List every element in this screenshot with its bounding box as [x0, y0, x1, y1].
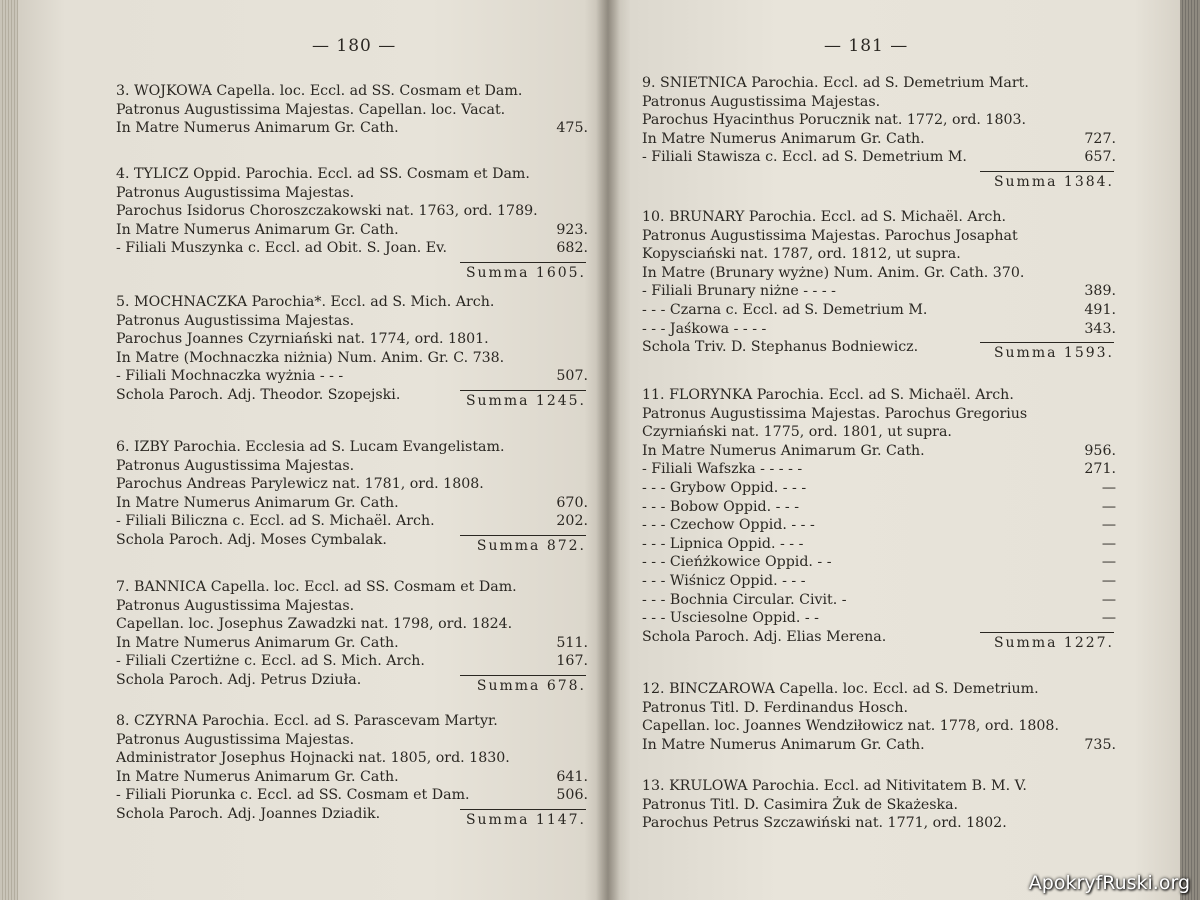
entry-count: 475. — [556, 120, 588, 137]
entry-text: 11. FLORYNKA Parochia. Eccl. ad S. Michaël. Arch. — [642, 387, 1014, 403]
entry-count: 167. — [556, 653, 588, 670]
entry-line — [642, 227, 1116, 246]
summa-total — [460, 392, 586, 409]
entry-line — [116, 330, 588, 349]
entry-text: In Matre Numerus Animarum Gr. Cath. — [642, 736, 925, 753]
summa-total — [980, 634, 1114, 651]
entry-line — [642, 442, 1116, 461]
entry-line — [116, 293, 588, 312]
entry-count: 682. — [556, 240, 588, 257]
entry-text: - - - Czechow Oppid. - - - — [642, 517, 815, 534]
entry-line — [642, 814, 1116, 833]
entry-line — [642, 572, 1116, 591]
entry-text: In Matre Numerus Animarum Gr. Cath. — [642, 442, 925, 459]
summa-rule — [980, 171, 1114, 172]
entry-line — [116, 438, 588, 457]
entry-line — [642, 699, 1116, 718]
book-gutter — [596, 0, 620, 900]
entry-line — [642, 777, 1116, 796]
entry-line — [116, 101, 588, 120]
entry-line — [642, 535, 1116, 554]
entry-line — [642, 301, 1116, 320]
entry-text: Parochus Andreas Parylewicz nat. 1781, ord. 1808. — [116, 476, 484, 493]
page-number-left: — 180 — — [312, 36, 397, 56]
parish-entry — [642, 777, 1116, 833]
entry-text: Patronus Augustissima Majestas. Capellan. loc. Vacat. — [116, 101, 506, 118]
entry-count: — — [1101, 535, 1116, 552]
entry-text: - - - Bochnia Circular. Civit. - — [642, 591, 847, 608]
entry-line — [116, 119, 588, 138]
entry-line — [642, 405, 1116, 424]
entry-line — [116, 184, 588, 203]
entry-line — [116, 312, 588, 331]
entry-text: - Filiali Czertiżne c. Eccl. ad S. Mich. Arch. — [116, 653, 425, 670]
entry-text: Patronus Augustissima Majestas. — [116, 457, 355, 474]
entry-line — [642, 208, 1116, 227]
entry-text: - Filiali Brunary niżne - - - - — [642, 283, 836, 300]
entry-line — [642, 320, 1116, 339]
entry-text: 3. WOJKOWA Capella. loc. Eccl. ad SS. Cosmam et Dam. — [116, 83, 523, 99]
summa-rule — [980, 632, 1114, 633]
summa-total — [980, 173, 1114, 190]
entry-text: 12. BINCZAROWA Capella. loc. Eccl. ad S. Demetrium. — [642, 681, 1039, 697]
entry-line — [116, 165, 588, 184]
parish-entry — [642, 680, 1116, 754]
summa-rule — [460, 262, 586, 263]
entry-text: 13. KRULOWA Parochia. Eccl. ad Nitivitatem B. M. V. — [642, 778, 1027, 794]
entry-line — [116, 494, 588, 513]
entry-text: In Matre Numerus Animarum Gr. Cath. — [116, 120, 399, 137]
entry-line — [642, 93, 1116, 112]
entry-count: — — [1101, 610, 1116, 627]
entry-line — [642, 609, 1116, 628]
entry-text: - Filiali Wafszka - - - - - — [642, 461, 803, 478]
entry-count: — — [1101, 554, 1116, 571]
summa-text: Summa 1605. — [465, 265, 586, 281]
entry-line — [116, 475, 588, 494]
entry-text: - - - Czarna c. Eccl. ad S. Demetrium M. — [642, 301, 928, 318]
entry-text: - - - Wiśnicz Oppid. - - - — [642, 572, 806, 589]
entry-text: Schola Triv. D. Stephanus Bodniewicz. — [642, 339, 919, 356]
entry-line — [642, 680, 1116, 699]
entry-count: 735. — [1084, 736, 1116, 753]
entry-text: Parochus Joannes Czyrniański nat. 1774, ord. 1801. — [116, 331, 489, 348]
entry-count: 670. — [556, 494, 588, 511]
entry-text: Schola Paroch. Adj. Joannes Dziadik. — [116, 805, 381, 822]
entry-text: Patronus Augustissima Majestas. — [116, 731, 355, 748]
entry-count: 641. — [556, 768, 588, 785]
entry-count: 507. — [556, 368, 588, 385]
parish-entry — [116, 293, 588, 405]
entry-line — [642, 282, 1116, 301]
entry-text: Schola Paroch. Adj. Elias Merena. — [642, 628, 887, 645]
entry-text: - - - Grybow Oppid. - - - — [642, 479, 807, 496]
entry-line — [642, 796, 1116, 815]
entry-line — [642, 386, 1116, 405]
parish-entry — [642, 386, 1116, 646]
entry-line — [116, 367, 588, 386]
entry-count: — — [1101, 591, 1116, 608]
entry-text: Czyrniański nat. 1775, ord. 1801, ut supra. — [642, 424, 952, 441]
entry-text: - - - Usciesolne Oppid. - - — [642, 610, 819, 627]
entry-count: 343. — [1084, 320, 1116, 337]
watermark: ApokryfRuski.org — [1028, 872, 1190, 894]
entry-text: Patronus Augustissima Majestas. Parochus Josaphat — [642, 227, 1018, 244]
entry-line — [116, 652, 588, 671]
summa-total — [460, 677, 586, 694]
entry-text: Patronus Augustissima Majestas. — [642, 93, 881, 110]
entry-text: Schola Paroch. Adj. Theodor. Szopejski. — [116, 386, 401, 403]
entry-count: 956. — [1084, 442, 1116, 459]
entry-line — [642, 553, 1116, 572]
entry-text: 4. TYLICZ Oppid. Parochia. Eccl. ad SS. Cosmam et Dam. — [116, 166, 530, 182]
entry-text: Patronus Augustissima Majestas. — [116, 184, 355, 201]
parish-entry — [642, 74, 1116, 167]
entry-text: Administrator Josephus Hojnacki nat. 1805, ord. 1830. — [116, 750, 510, 767]
summa-total — [460, 264, 586, 281]
entry-line — [116, 786, 588, 805]
entry-line — [642, 130, 1116, 149]
entry-text: Schola Paroch. Adj. Petrus Dziuła. — [116, 671, 362, 688]
parish-entry — [116, 165, 588, 258]
entry-text: 9. SNIETNICA Parochia. Eccl. ad S. Demetrium Mart. — [642, 75, 1029, 91]
entry-line — [642, 717, 1116, 736]
entry-count: 202. — [556, 513, 588, 530]
summa-total — [460, 537, 586, 554]
summa-text: Summa 1245. — [465, 393, 586, 409]
entry-text: Kopysciański nat. 1787, ord. 1812, ut supra. — [642, 246, 961, 263]
entry-line — [116, 457, 588, 476]
entry-text: - Filiali Biliczna c. Eccl. ad S. Michaël. Arch. — [116, 513, 435, 530]
entry-line — [642, 460, 1116, 479]
summa-rule — [980, 342, 1114, 343]
entry-text: - Filiali Muszynka c. Eccl. ad Obit. S. Joan. Ev. — [116, 240, 448, 257]
entry-text: 6. IZBY Parochia. Ecclesia ad S. Lucam Evangelistam. — [116, 439, 505, 455]
entry-line — [642, 74, 1116, 93]
entry-line — [116, 221, 588, 240]
entry-text: Patronus Titl. D. Casimira Żuk de Skażeska. — [642, 796, 959, 813]
entry-line — [642, 736, 1116, 755]
entry-text: - Filiali Stawisza c. Eccl. ad S. Demetrium M. — [642, 149, 967, 166]
entry-line — [116, 349, 588, 368]
entry-text: In Matre (Brunary wyżne) Num. Anim. Gr. Cath. 370. — [642, 264, 1025, 281]
page-edges-left — [0, 0, 18, 900]
entry-count: 657. — [1084, 149, 1116, 166]
entry-line — [642, 245, 1116, 264]
entry-text: Parochus Isidorus Choroszczakowski nat. 1763, ord. 1789. — [116, 203, 538, 220]
summa-total — [980, 344, 1114, 361]
entry-text: In Matre (Mochnaczka niżnia) Num. Anim. Gr. C. 738. — [116, 349, 505, 366]
summa-text: Summa 1147. — [465, 812, 586, 828]
entry-count: 271. — [1084, 461, 1116, 478]
entry-count: 491. — [1084, 301, 1116, 318]
entry-text: Capellan. loc. Joannes Wendziłowicz nat. 1778, ord. 1808. — [642, 718, 1059, 735]
entry-line — [116, 768, 588, 787]
entry-line — [642, 264, 1116, 283]
entry-count: — — [1101, 479, 1116, 496]
entry-text: - - - Cieńżkowice Oppid. - - — [642, 554, 832, 571]
entry-line — [116, 749, 588, 768]
entry-line — [116, 578, 588, 597]
entry-line — [642, 479, 1116, 498]
summa-rule — [460, 535, 586, 536]
entry-text: Patronus Augustissima Majestas. Parochus Gregorius — [642, 405, 1028, 422]
entry-text: - Filiali Piorunka c. Eccl. ad SS. Cosmam et Dam. — [116, 787, 470, 804]
entry-text: In Matre Numerus Animarum Gr. Cath. — [116, 494, 399, 511]
entry-text: - - - Lipnica Oppid. - - - — [642, 535, 804, 552]
summa-text: Summa 678. — [476, 678, 586, 694]
entry-text: In Matre Numerus Animarum Gr. Cath. — [116, 768, 399, 785]
entry-line — [116, 712, 588, 731]
parish-entry — [116, 82, 588, 138]
summa-text: Summa 1227. — [993, 634, 1114, 651]
summa-rule — [460, 675, 586, 676]
entry-text: Schola Paroch. Adj. Moses Cymbalak. — [116, 531, 387, 548]
entry-text: Patronus Augustissima Majestas. — [116, 597, 355, 614]
entry-line — [116, 615, 588, 634]
entry-line — [642, 498, 1116, 517]
page-edges-right — [1180, 0, 1200, 900]
entry-text: Parochus Petrus Szczawiński nat. 1771, ord. 1802. — [642, 815, 1007, 832]
entry-line — [116, 512, 588, 531]
entry-text: Capellan. loc. Josephus Zawadzki nat. 1798, ord. 1824. — [116, 616, 513, 633]
entry-text: 8. CZYRNA Parochia. Eccl. ad S. Parascevam Martyr. — [116, 713, 498, 729]
entry-text: 7. BANNICA Capella. loc. Eccl. ad SS. Cosmam et Dam. — [116, 579, 517, 595]
entry-text: - - - Jaśkowa - - - - — [642, 320, 767, 337]
summa-rule — [460, 390, 586, 391]
entry-text: 10. BRUNARY Parochia. Eccl. ad S. Michaël. Arch. — [642, 209, 1006, 225]
summa-text: Summa 872. — [476, 538, 586, 554]
entry-count: — — [1101, 498, 1116, 515]
entry-line — [116, 202, 588, 221]
entry-count: — — [1101, 572, 1116, 589]
entry-line — [116, 239, 588, 258]
summa-total — [460, 811, 586, 828]
parish-entry — [116, 712, 588, 824]
entry-text: In Matre Numerus Animarum Gr. Cath. — [116, 634, 399, 651]
entry-text: - - - Bobow Oppid. - - - — [642, 498, 799, 515]
entry-line — [116, 731, 588, 750]
entry-text: In Matre Numerus Animarum Gr. Cath. — [116, 221, 399, 238]
entry-line — [642, 516, 1116, 535]
parish-entry — [116, 578, 588, 690]
parish-entry — [642, 208, 1116, 357]
entry-count: 389. — [1084, 283, 1116, 300]
entry-line — [642, 148, 1116, 167]
entry-count: 923. — [556, 221, 588, 238]
entry-line — [642, 591, 1116, 610]
entry-text: 5. MOCHNACZKA Parochia*. Eccl. ad S. Mich. Arch. — [116, 294, 495, 310]
entry-line — [642, 423, 1116, 442]
entry-line — [116, 634, 588, 653]
entry-text: Parochus Hyacinthus Porucznik nat. 1772, ord. 1803. — [642, 112, 1027, 129]
entry-text: - Filiali Mochnaczka wyżnia - - - — [116, 368, 344, 385]
entry-text: Patronus Augustissima Majestas. — [116, 312, 355, 329]
entry-count: — — [1101, 517, 1116, 534]
summa-text: Summa 1593. — [993, 345, 1114, 362]
entry-text: In Matre Numerus Animarum Gr. Cath. — [642, 130, 925, 147]
page-number-right: — 181 — — [824, 36, 909, 56]
entry-line — [116, 82, 588, 101]
entry-text: Patronus Titl. D. Ferdinandus Hosch. — [642, 699, 909, 716]
entry-line — [642, 111, 1116, 130]
entry-line — [116, 597, 588, 616]
entry-count: 506. — [556, 787, 588, 804]
summa-rule — [460, 809, 586, 810]
parish-entry — [116, 438, 588, 550]
entry-count: 727. — [1084, 130, 1116, 147]
summa-text: Summa 1384. — [993, 174, 1114, 190]
entry-count: 511. — [556, 634, 588, 651]
